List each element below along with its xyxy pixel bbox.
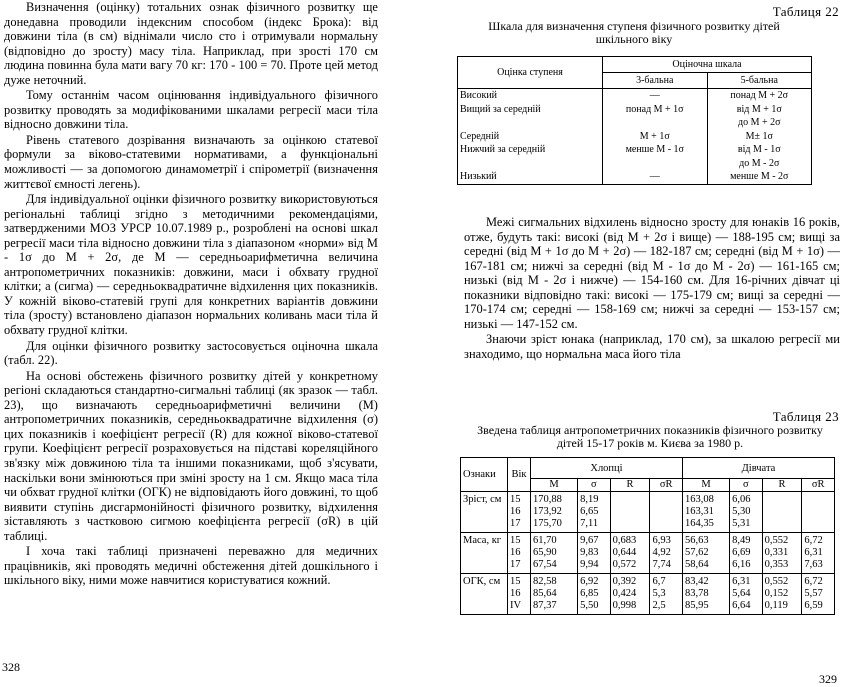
table-row [458,143,812,157]
three-point-cell [603,157,708,171]
left-page [0,0,424,686]
rating-cell: Середній [458,130,603,144]
value-cell [650,533,683,574]
cell-value: 8,19 [580,494,599,505]
table23-label: Таблиця 23 [772,409,839,424]
cell-value: 61,70 [533,535,557,546]
cell-value [613,506,648,518]
cell-value [652,494,680,506]
value-cell [578,533,611,574]
subheader-cell: R [762,479,802,492]
value-cell [762,574,802,615]
value-cell [578,574,611,615]
age-value: 16 [510,588,521,599]
three-point-cell: понад М + 1σ [603,103,708,117]
cell-value: 8,49 [732,535,751,546]
cell-value: 6,72 [804,576,823,587]
cell-value: 5,64 [732,588,751,599]
five-point-cell: М± 1σ [707,130,812,144]
header-5-point: 5-бальна [707,73,812,89]
cell-value: 2,5 [652,600,666,611]
header-3-point: 3-бальна [603,73,708,89]
rating-cell: Низький [458,170,603,184]
cell-value: 6,7 [652,576,666,587]
subheader-cell: R [610,479,650,492]
cell-value: 9,67 [580,535,599,546]
cell-value: 0,331 [764,547,789,558]
indicator-label: Маса, кг [461,533,508,574]
cell-value [804,506,832,518]
cell-value: 87,37 [533,600,557,611]
cell-value: 9,94 [580,559,599,570]
cell-value [613,494,648,506]
cell-value: 0,644 [612,547,637,558]
value-cell [730,492,763,533]
rating-cell: Вищий за середній [458,103,603,117]
age-cell [508,533,531,574]
cell-value: 6,31 [732,576,751,587]
paragraph: Рівень статевого дозрівання визначають за оцінкою статевої формули за віково-статевими нормативами, а функціональні можливості — за допомогою динамометрії і спірометрії (визначення життєвої ємності легень). [4,132,378,191]
value-cell [578,492,611,533]
cell-value [804,494,832,506]
age-value: IV [510,600,522,611]
subheader-cell: М [531,479,578,492]
cell-value: 163,31 [684,506,714,517]
cell-value: 5,31 [732,518,751,529]
paragraph: І хоча такі таблиці призначені переважно для медичних працівників, які проводять медичні обстеження дітей дошкільного і шкільного віку, ними може навчитися користуватися кожний. [4,544,378,588]
table-row [461,492,835,533]
cell-value: 0,552 [764,535,789,546]
page-number-right: 329 [819,672,837,686]
three-point-cell: — [603,89,708,103]
paragraph: Межі сигмальних відхилень відносно зросту для юнаків 16 років, отже, будуть такі: високі (від М + 2σ і вище) — 188-195 см; вищі за середні (від М + 1σ до М + 2σ) — 182-187 см; середні (від М + 1σ) — 167-181 см; нижчі за середні (від М - 1σ до М - 2σ) — 161-165 см; низькі (від М - 2σ і нижче) — 154-160 см. Для 16-річних дівчат ці показники відповідно такі: високі — 175-179 см; вищі за середні — 170-174 см; середні — 158-169 см; нижчі за середні — 153-157 см; низькі — 147-152 см. [464,215,840,331]
anthropometric-table [460,457,835,615]
value-cell [531,574,578,615]
cell-value: 7,63 [804,559,823,570]
header-scale: Оціночна шкала [603,57,812,73]
table-row [458,103,812,117]
cell-value: 4,92 [652,547,671,558]
cell-value: 83,78 [684,588,709,599]
subheader-cell: σ [578,479,611,492]
value-cell [682,492,729,533]
indicator-label: ОГК, см [461,574,508,615]
subheader-cell: σR [650,479,683,492]
value-cell [802,533,835,574]
left-page-text [4,0,378,588]
paragraph: Тому останнім часом оцінювання індивідуального фізичного розвитку проводять за модифікованими шкалами регресії маси тіла відносно довжини тіла. [4,88,378,132]
rating-cell [458,116,603,130]
table-row [461,533,835,574]
cell-value: 85,64 [533,588,557,599]
value-cell [802,574,835,615]
rating-cell: Високий [458,89,603,103]
three-point-cell: М + 1σ [603,130,708,144]
five-point-cell: від М + 1σ [707,103,812,117]
value-cell [682,533,729,574]
paragraph: Визначення (оцінку) тотальних ознак фізичного розвитку ще донедавна проводили індексним способом (індекс Брока): від довжини тіла (в см) віднімали число сто і отримували нормальну (відповідно до зросту) масу тіла. Наприклад, при зрості 170 см людина повинна була мати вагу 70 кг: 170 - 100 = 70. Проте цей метод дуже неточний. [4,0,378,87]
five-point-cell: понад М + 2σ [707,89,812,103]
value-cell [531,533,578,574]
cell-value: 0,683 [612,535,637,546]
cell-value: 67,54 [533,559,557,570]
cell-value [765,506,800,518]
subheader-cell: σ [730,479,763,492]
three-point-cell: менше М - 1σ [603,143,708,157]
cell-value: 5,50 [580,600,599,611]
rating-cell: Нижчий за середній [458,143,603,157]
paragraph: На основі обстежень фізичного розвитку дітей у конкретному регіоні складаються стандартно-сигмальні таблиці (як зразок — табл. 23), що визначають середньоарифметичні величини (М) антропометричних показників, середньоквадратичне відхилення (σ) цих показників і коефіцієнт регресії (R) для кожної віково-статевої групи. Коефіцієнт регресії розраховується на підставі кореляційного зв'язку між довжиною тіла та іншими показниками, щоб з'ясувати, наскільки вони змінюються при зміні зросту на 1 см. Якщо маса тіла чи обхват грудної клітки (ОГК) не відповідають його довжині, то щоб виявити ступінь дисгармонійності фізичного розвитку, відхилення зіставляють з частковою сигмою коефіцієнта регресії (σR) в цій таблиці. [4,368,378,543]
five-point-cell: менше М - 2σ [707,170,812,184]
three-point-cell: — [603,170,708,184]
rating-cell [458,157,603,171]
cell-value: 0,353 [764,559,789,570]
value-cell [610,492,650,533]
age-value: 17 [510,518,521,529]
rating-scale-table [457,56,812,185]
cell-value: 0,552 [764,576,789,587]
cell-value: 6,64 [732,600,751,611]
cell-value: 175,70 [533,518,562,529]
cell-value: 6,16 [732,559,751,570]
value-cell [531,492,578,533]
cell-value: 6,92 [580,576,599,587]
cell-value: 6,72 [804,535,823,546]
cell-value: 65,90 [533,547,557,558]
cell-value: 0,392 [612,576,637,587]
cell-value: 82,58 [533,576,557,587]
cell-value: 83,42 [684,576,709,587]
cell-value: 58,64 [684,559,709,570]
header-sign: Ознаки [461,458,508,492]
value-cell [610,533,650,574]
cell-value: 6,69 [732,547,751,558]
cell-value: 6,06 [732,494,751,505]
cell-value [652,506,680,518]
subheader-cell: σR [802,479,835,492]
value-cell [730,574,763,615]
table-row [458,116,812,130]
table22-title: Шкала для визначення ступеня фізичного розвитку дітей шкільного віку [488,19,780,46]
value-cell [730,533,763,574]
paragraph: Знаючи зріст юнака (наприклад, 170 см), за шкалою регресії ми знаходимо, що нормальна маса його тіла [464,332,840,361]
five-point-cell: від М - 1σ [707,143,812,157]
header-girls: Дівчата [682,458,834,479]
five-point-cell: до М + 2σ [707,116,812,130]
age-value: 15 [510,494,521,505]
paragraph: Для оцінки фізичного розвитку застосовується оціночна шкала (табл. 22). [4,338,378,368]
value-cell [650,574,683,615]
table-row [458,130,812,144]
cell-value: 56,63 [684,535,709,546]
value-cell [762,492,802,533]
table23-title: Зведена таблиця антропометричних показників фізичного розвитку дітей 15-17 років м. Києва за 1980 р. [477,423,823,450]
cell-value: 163,08 [684,494,714,505]
table-row [461,574,835,615]
cell-value [652,518,680,530]
cell-value: 6,59 [804,600,823,611]
value-cell [762,533,802,574]
page-number-left: 328 [2,660,20,674]
five-point-cell: до М - 2σ [707,157,812,171]
cell-value: 5,30 [732,506,751,517]
indicator-label: Зріст, см [461,492,508,533]
cell-value: 9,83 [580,547,599,558]
table-row [458,170,812,184]
value-cell [802,492,835,533]
cell-value: 0,424 [612,588,637,599]
cell-value: 173,92 [533,506,562,517]
cell-value: 0,119 [764,600,788,611]
value-cell [650,492,683,533]
right-page-text [464,215,840,361]
cell-value: 7,74 [652,559,671,570]
cell-value: 0,152 [764,588,789,599]
cell-value: 6,31 [804,547,823,558]
value-cell [682,574,729,615]
paragraph: Для індивідуальної оцінки фізичного розвитку використовуються регіональні таблиці згідно з методичними рекомендаціями, затвердженими МОЗ УРСР 10.07.1989 р., розроблені на основі шкал регресії маси тіла відносно довжини тіла з діапазоном «норми» від М - 1σ до М + 2σ, де М — середньоарифметична величина антропометричних показників: довжини, маси і обхвату грудної клітки; а (сигма) — середньоквадратичне відхилення цих показників. У кожній віково-статевій групі для конкретних варіантів довжини тіла (зросту) встановлено діапазон нормальних коливань маси тіла й обхвату грудної клітки. [4,192,378,338]
cell-value: 6,93 [652,535,671,546]
header-boys: Хлопці [531,458,683,479]
cell-value: 6,65 [580,506,599,517]
cell-value [613,518,648,530]
table-row [458,89,812,103]
right-page [424,0,847,686]
header-rating: Оцінка ступеня [458,57,603,89]
table22-label: Таблиця 22 [772,4,839,19]
value-cell [610,574,650,615]
age-value: 15 [510,535,521,546]
table-row [458,157,812,171]
cell-value: 5,3 [652,588,666,599]
cell-value: 7,11 [580,518,599,529]
cell-value: 170,88 [533,494,562,505]
age-value: 15 [510,576,521,587]
age-cell [508,492,531,533]
cell-value: 164,35 [684,518,714,529]
three-point-cell [603,116,708,130]
subheader-cell: М [682,479,729,492]
cell-value: 85,95 [684,600,709,611]
cell-value [765,518,800,530]
age-value: 16 [510,506,521,517]
cell-value: 5,57 [804,588,823,599]
header-age: Вік [508,458,531,492]
cell-value: 57,62 [684,547,709,558]
cell-value: 6,85 [580,588,599,599]
cell-value [765,494,800,506]
age-cell [508,574,531,615]
cell-value: 0,572 [612,559,637,570]
age-value: 17 [510,559,521,570]
cell-value: 0,998 [612,600,637,611]
age-value: 16 [510,547,521,558]
cell-value [804,518,832,530]
